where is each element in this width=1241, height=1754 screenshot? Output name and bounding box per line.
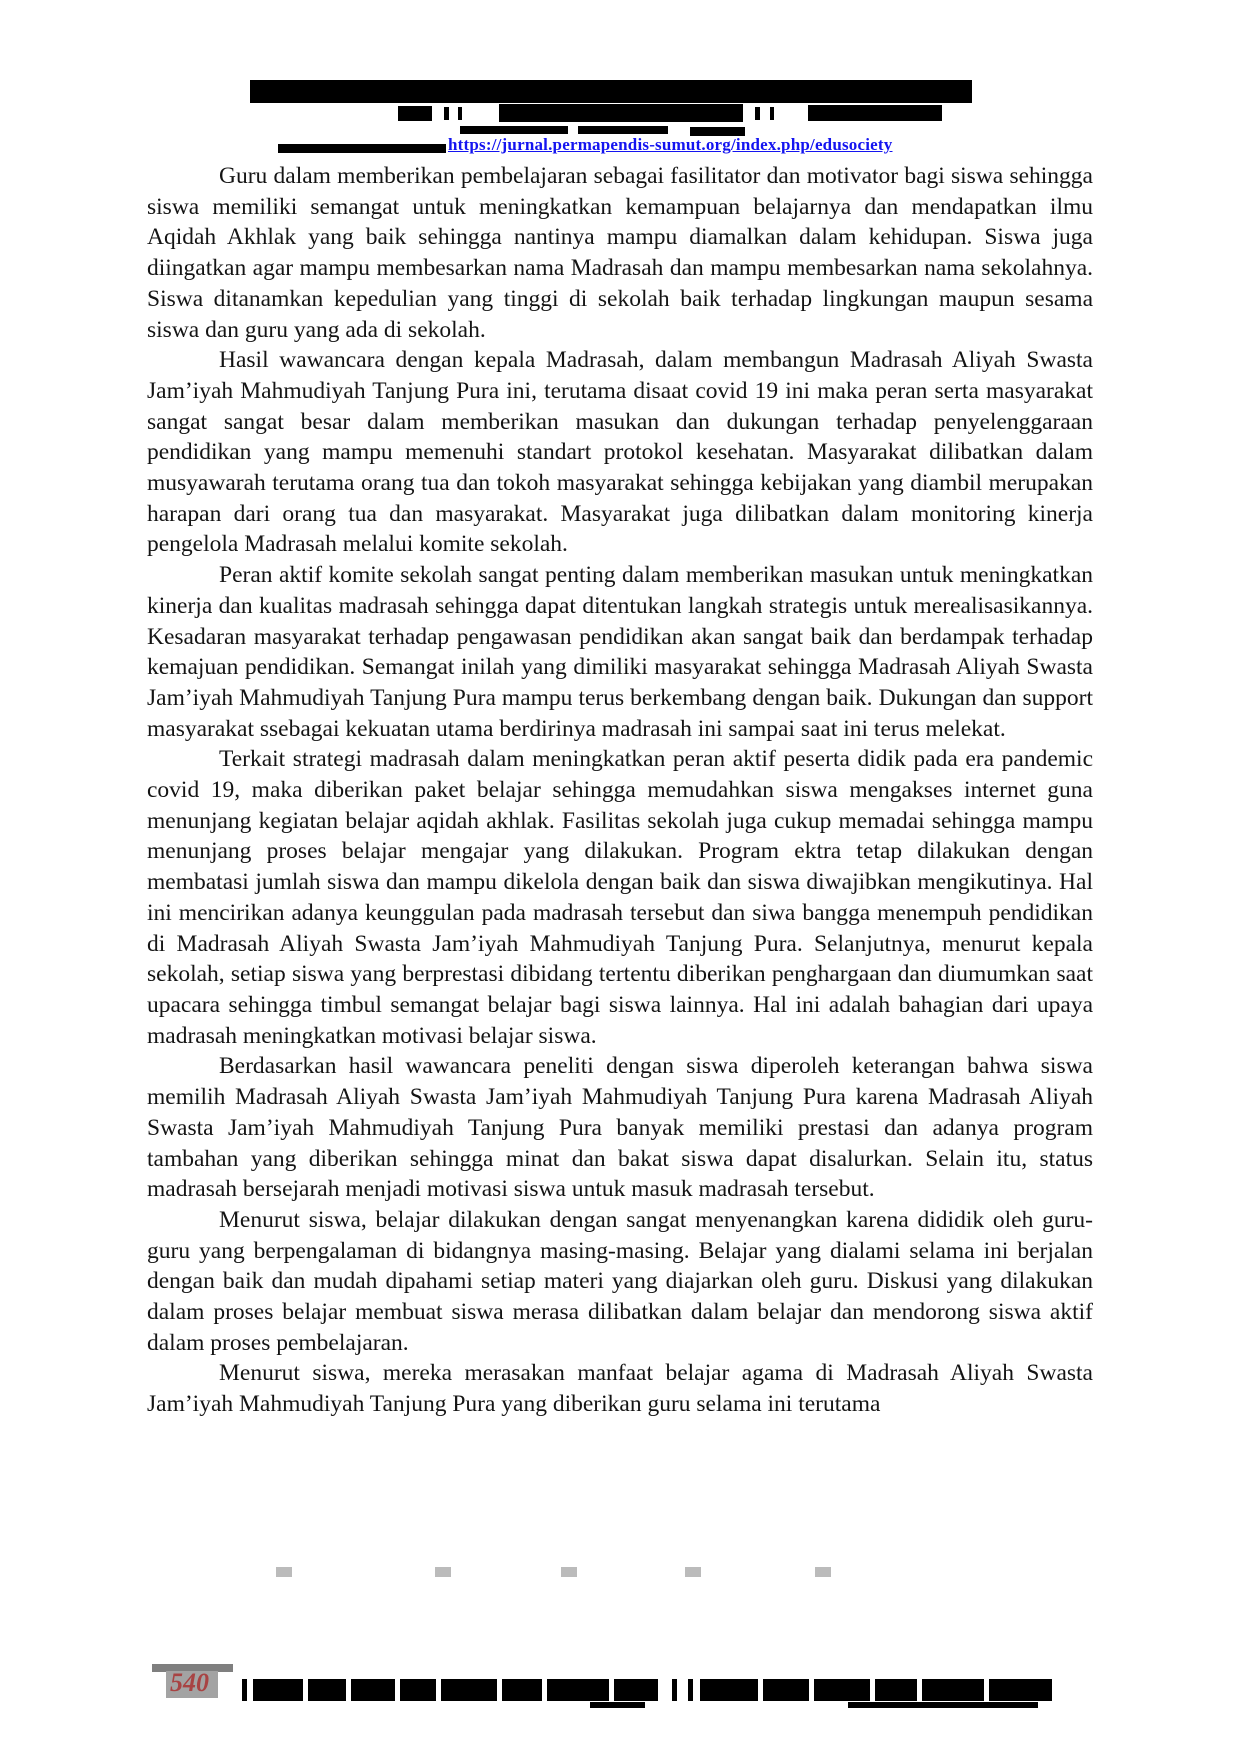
redacted-authors-tick <box>458 107 462 120</box>
paragraph-strategi-madrasah: Terkait strategi madrasah dalam meningkatkan peran aktif peserta didik pada era pandemic covid 19, maka diberikan paket belajar sehingga memudahkan siswa mengakses internet guna menunjang kegiatan belajar aqidah akhlak. Fasilitas sekolah juga cukup memadai sehingga mampu menunjang proses belajar mengajar yang dilakukan. Program ektra tetap dilakukan dengan membatasi jumlah siswa dan mampu dikelola dengan baik dan siswa diwajibkan mengikutinya. Hal ini mencirikan adanya keunggulan pada madrasah tersebut dan siwa bangga menempuh pendidikan di Madrasah Aliyah Swasta Jam’iyah Mahmudiyah Tanjung Pura. Selanjutnya, menurut kepala sekolah, setiap siswa yang berprestasi dibidang tertentu diberikan penghargaan dan diumumkan saat upacara sehingga timbul semangat belajar bagi siswa lainnya. Hal ini adalah bahagian dari upaya madrasah meningkatkan motivasi belajar siswa. <box>147 746 1093 1049</box>
gray-residue-mark <box>435 1567 451 1577</box>
redacted-citation-segment <box>441 1679 497 1701</box>
redacted-authors-segment <box>808 105 942 121</box>
redacted-citation-underline <box>848 1702 1038 1708</box>
paragraph-peran-komite: Peran aktif komite sekolah sangat penting dalam memberikan masukan untuk meningkatkan kinerja dan kualitas madrasah sehingga dapat ditentukan langkah strategis untuk merealisasikannya. Kesadaran masyarakat terhadap pengawasan pendidikan akan sangat baik dan berdampak terhadap kemajuan pendidikan. Semangat inilah yang dimiliki masyarakat sehingga Madrasah Aliyah Swasta Jam’iyah Mahmudiyah Tanjung Pura mampu terus berkembang dengan baik. Dukungan dan support masyarakat ssebagai kekuatan utama berdirinya madrasah ini sampai saat ini terus melekat. <box>147 562 1093 742</box>
redacted-citation-segment <box>922 1679 984 1701</box>
redacted-authors-tick <box>444 107 449 120</box>
paragraph-menurut-siswa-manfaat: Menurut siswa, mereka merasakan manfaat belajar agama di Madrasah Aliyah Swasta Jam’iyah Mahmudiyah Tanjung Pura yang diberikan guru selama ini terutama <box>147 1360 1093 1418</box>
footer-pipe-separator <box>242 1679 247 1701</box>
footer-pipe-separator <box>672 1679 677 1701</box>
redacted-citation-segment <box>989 1679 1052 1701</box>
redacted-citation-segment <box>700 1679 758 1701</box>
redacted-citation-segment <box>814 1679 870 1701</box>
gray-residue-mark <box>815 1567 831 1577</box>
redacted-citation-segment <box>614 1679 658 1701</box>
paragraph-guru-fasilitator: Guru dalam memberikan pembelajaran sebagai fasilitator dan motivator bagi siswa sehingga siswa memiliki semangat untuk meningkatkan kemampuan belajarnya dan mendapatkan ilmu Aqidah Akhlak yang baik sehingga nantinya mampu diamalkan dalam kehidupan. Siswa juga diingatkan agar mampu membesarkan nama Madrasah dan mampu membesarkan nama sekolahnya. Siswa ditanamkan kepedulian yang tinggi di sekolah baik terhadap lingkungan maupun sesama siswa dan guru yang ada di sekolah. <box>147 163 1093 343</box>
redacted-citation-underline <box>590 1702 645 1708</box>
redacted-authors-segment <box>398 106 432 121</box>
redacted-citation-segment <box>351 1679 395 1701</box>
page-number: 540 <box>170 1668 209 1697</box>
redacted-authors-segment <box>499 104 743 122</box>
paragraph-wawancara-siswa: Berdasarkan hasil wawancara peneliti dengan siswa diperoleh keterangan bahwa siswa memilih Madrasah Aliyah Swasta Jam’iyah Mahmudiyah Tanjung Pura karena Madrasah Aliyah Swasta Jam’iyah Mahmudiyah Tanjung Pura banyak memiliki prestasi dan adanya program tambahan yang diberikan sehingga minat dan bakat siswa dapat disalurkan. Selain itu, status madrasah bersejarah menjadi motivasi siswa untuk masuk madrasah tersebut. <box>147 1053 1093 1203</box>
gray-residue-mark <box>276 1567 292 1577</box>
redacted-title-bar <box>250 80 972 103</box>
redacted-citation-segment <box>253 1679 303 1701</box>
paragraph-hasil-wawancara-kepala: Hasil wawancara dengan kepala Madrasah, dalam membangun Madrasah Aliyah Swasta Jam’iyah Mahmudiyah Tanjung Pura ini, terutama disaat covid 19 ini maka peran serta masyarakat sangat sangat besar dalam memberikan masukan dan dukungan terhadap penyelenggaraan pendidikan yang mampu memenuhi standart protokol kesehatan. Masyarakat dilibatkan dalam musyawarah terutama orang tua dan tokoh masyarakat sehingga kebijakan yang diambil merupakan harapan dari orang tua dan masyarakat. Masyarakat juga dilibatkan dalam monitoring kinerja pengelola Madrasah melalui komite sekolah. <box>147 347 1093 558</box>
redacted-citation-segment <box>763 1679 809 1701</box>
gray-residue-mark <box>561 1567 577 1577</box>
redacted-citation-segment <box>308 1679 346 1701</box>
redacted-affiliation-segment <box>460 126 568 134</box>
redacted-citation-segment <box>400 1679 436 1701</box>
redacted-authors-tick <box>755 107 760 120</box>
redacted-affiliation-segment <box>578 126 668 134</box>
redacted-citation-segment <box>547 1679 609 1701</box>
redacted-link-label <box>278 144 446 153</box>
article-body <box>147 161 1093 1420</box>
redacted-citation-segment <box>502 1679 542 1701</box>
redacted-citation-segment <box>875 1679 917 1701</box>
footer-pipe-separator <box>688 1679 693 1701</box>
paragraph-menurut-siswa-belajar: Menurut siswa, belajar dilakukan dengan sangat menyenangkan karena dididik oleh guru-guru yang berpengalaman di bidangnya masing-masing. Belajar yang dialami selama ini berjalan dengan baik dan mudah dipahami setiap materi yang diajarkan oleh guru. Diskusi yang dilakukan dalam proses belajar membuat siswa merasa dilibatkan dalam belajar dan mendorong siswa aktif dalam proses pembelajaran. <box>147 1206 1093 1356</box>
gray-residue-mark <box>685 1567 701 1577</box>
journal-url-link[interactable]: https://jurnal.permapendis-sumut.org/index.php/edusociety <box>448 135 893 154</box>
redacted-authors-tick <box>770 107 774 120</box>
